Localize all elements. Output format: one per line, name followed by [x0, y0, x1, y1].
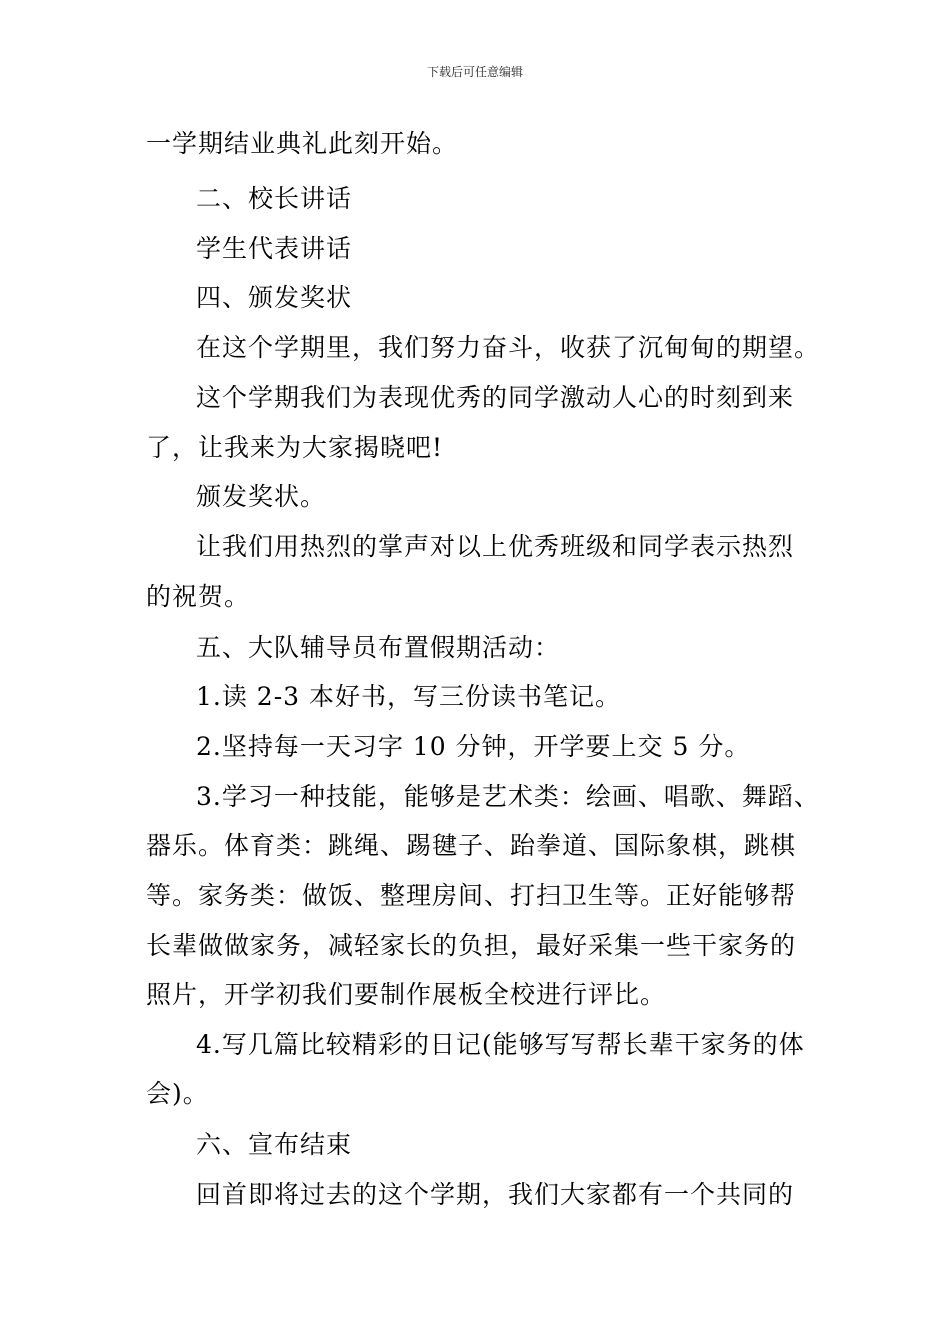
- text-line: 这个学期我们为表现优秀的同学激动人心的时刻到来: [196, 383, 795, 412]
- text-line: 器乐。体育类：跳绳、踢毽子、跆拳道、国际象棋，跳棋: [146, 831, 797, 860]
- text-line: 照片，开学初我们要制作展板全校进行评比。: [146, 980, 667, 1009]
- text-line: 等。家务类：做饭、整理房间、打扫卫生等。正好能够帮: [146, 881, 797, 910]
- text-line: 1.读 2-3 本好书，写三份读书笔记。: [196, 682, 622, 711]
- text-line: 让我们用热烈的掌声对以上优秀班级和同学表示热烈: [196, 532, 795, 561]
- text-line: 二、校长讲话: [196, 184, 353, 213]
- text-line: 五、大队辅导员布置假期活动：: [196, 633, 561, 662]
- text-line: 四、颁发奖状: [196, 283, 353, 312]
- text-line: 2.坚持每一天习字 10 分钟，开学要上交 5 分。: [196, 732, 751, 761]
- text-line: 长辈做做家务，减轻家长的负担，最好采集一些干家务的: [146, 931, 797, 960]
- page-header: 下载后可任意编辑: [426, 65, 523, 79]
- text-line: 回首即将过去的这个学期，我们大家都有一个共同的: [196, 1180, 795, 1209]
- text-line: 在这个学期里，我们努力奋斗，收获了沉甸甸的期望。: [196, 333, 821, 362]
- text-line: 一学期结业典礼此刻开始。: [146, 129, 459, 158]
- text-line: 颁发奖状。: [196, 482, 327, 511]
- text-line: 4.写几篇比较精彩的日记(能够写写帮长辈干家务的体: [196, 1030, 805, 1059]
- text-line: 六、宣布结束: [196, 1130, 353, 1159]
- text-line: 了，让我来为大家揭晓吧!: [146, 433, 444, 462]
- text-line: 的祝贺。: [146, 582, 251, 611]
- text-line: 3.学习一种技能，能够是艺术类：绘画、唱歌、舞蹈、: [196, 782, 820, 811]
- text-line: 学生代表讲话: [196, 234, 353, 263]
- text-line: 会)。: [146, 1079, 209, 1108]
